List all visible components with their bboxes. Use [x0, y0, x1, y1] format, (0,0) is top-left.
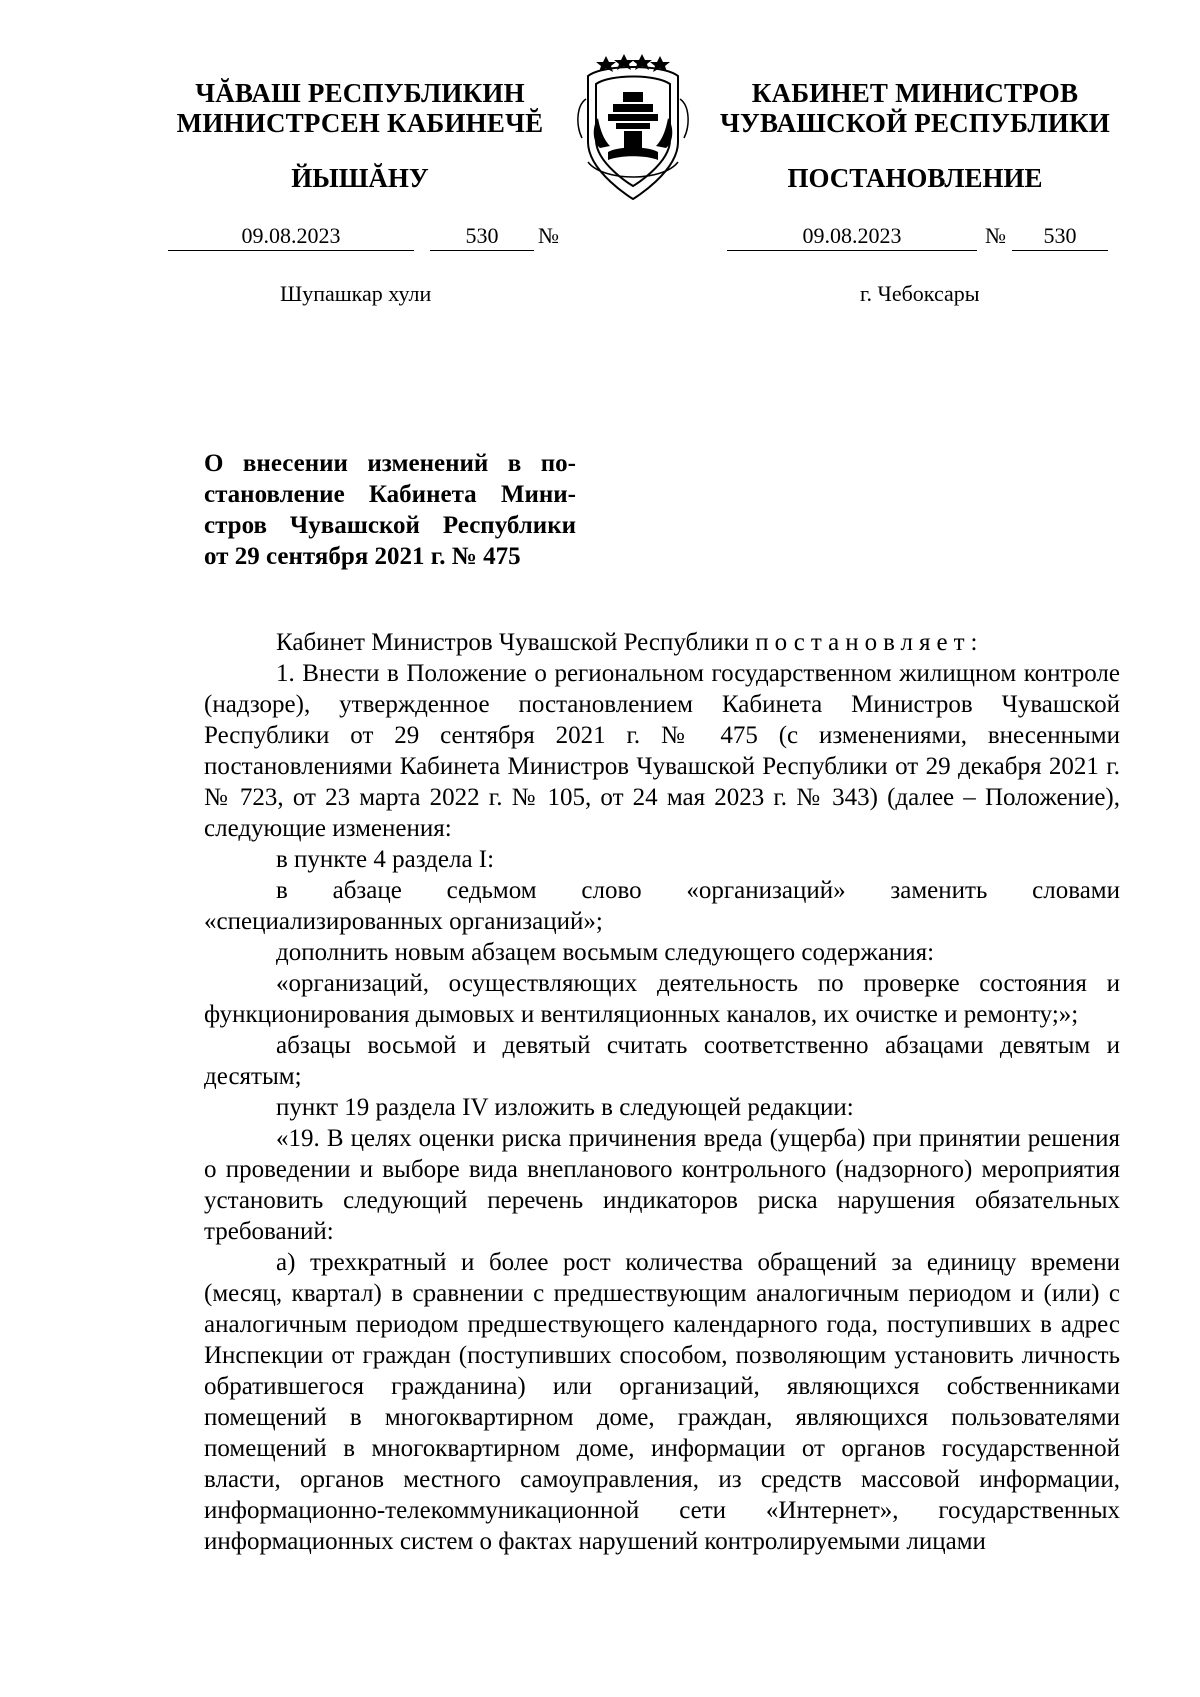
left-document-type: ЙЫШĂНУ	[291, 163, 429, 193]
intro-paragraph	[204, 627, 1120, 658]
body-paragraph-8: «19. В целях оценки риска причинения вреда (ущерба) при принятии решения о проведении и выборе вида внепланового контрольного (надзорного) мероприятия установить следующий перечень индикаторов риска нарушения обязательных требований:	[204, 1125, 1120, 1245]
body-paragraph-2: в пункте 4 раздела I:	[276, 846, 495, 873]
left-date-field: 09.08.2023	[168, 222, 414, 251]
right-date-field: 09.08.2023	[727, 222, 977, 251]
right-title-line-1: КАБИНЕТ МИНИСТРОВ	[751, 78, 1079, 108]
russian-title-right	[720, 78, 1110, 138]
subject-line-1: О внесении изменений в по-	[204, 450, 576, 477]
chuvash-title-left	[165, 78, 555, 138]
left-title-line-1: ЧĂВАШ РЕСПУБЛИКИН	[195, 78, 525, 108]
subject-line-4: от 29 сентября 2021 г. № 475	[204, 543, 521, 570]
body-paragraph-1: 1. Внести в Положение о региональном государственном жилищном контроле (надзоре), утвержденное постановлением Кабинета Министров Чувашской Республики от 29 сентября 2021 г. № 475 (с изменениями, внесенными постановлениями Кабинета Министров Чувашской Республики от 29 декабря 2021 г. № 723, от 23 марта 2022 г. № 105, от 24 мая 2023 г. № 343) (далее – Положение), следующие изменения:	[204, 660, 1120, 842]
document-subject	[204, 448, 576, 572]
right-title-line-2: ЧУВАШСКОЙ РЕСПУБЛИКИ	[720, 108, 1110, 138]
subject-line-3: стров Чувашской Республики	[204, 512, 576, 539]
right-document-type: ПОСТАНОВЛЕНИЕ	[787, 163, 1043, 193]
intro-text: Кабинет Министров Чувашской Республики	[276, 629, 750, 656]
subject-line-2: становление Кабинета Мини-	[204, 481, 576, 508]
intro-spaced-word: постановляет:	[755, 629, 984, 656]
body-paragraph-3: в абзаце седьмом слово «организаций» заменить словами «специализированных организаций»;	[204, 877, 1120, 935]
right-number-field: 530	[1012, 222, 1108, 251]
left-number-sign: №	[538, 223, 559, 248]
chuvash-coat-of-arms-icon	[568, 54, 698, 208]
right-number-sign: №	[985, 223, 1006, 248]
body-paragraph-7: пункт 19 раздела IV изложить в следующей редакции:	[276, 1094, 854, 1121]
left-title-line-2: МИНИСТРСЕН КАБИНЕЧĔ	[176, 108, 544, 138]
document-body	[204, 627, 1120, 1557]
body-paragraph-9: а) трехкратный и более рост количества обращений за единицу времени (месяц, квартал) в сравнении с предшествующим аналогичным периодом и (или) с аналогичным периодом предшествующего календарного года, поступивших в адрес Инспекции от граждан (поступивших способом, позволяющим установить личность обратившегося гражданина) или организаций, являющихся собственниками помещений в многоквартирном доме, граждан, являющихся пользователями помещений в многоквартирном доме, информации от органов государственной власти, органов местного самоуправления, из средств массовой информации, информационно-телекоммуникационной сети «Интернет», государственных информационных систем о фактах нарушений контролируемыми лицами	[204, 1249, 1120, 1555]
body-paragraph-5: «организаций, осуществляющих деятельность по проверке состояния и функционирования дымовых и вентиляционных каналов, их очистке и ремонту;»;	[204, 970, 1120, 1028]
body-paragraph-4: дополнить новым абзацем восьмым следующего содержания:	[276, 939, 935, 966]
body-paragraph-6: абзацы восьмой и девятый считать соответственно абзацами девятым и десятым;	[204, 1032, 1120, 1090]
left-city: Шупашкар хули	[280, 281, 432, 306]
left-number-field: 530	[430, 222, 534, 251]
right-city: г. Чебоксары	[860, 281, 980, 306]
